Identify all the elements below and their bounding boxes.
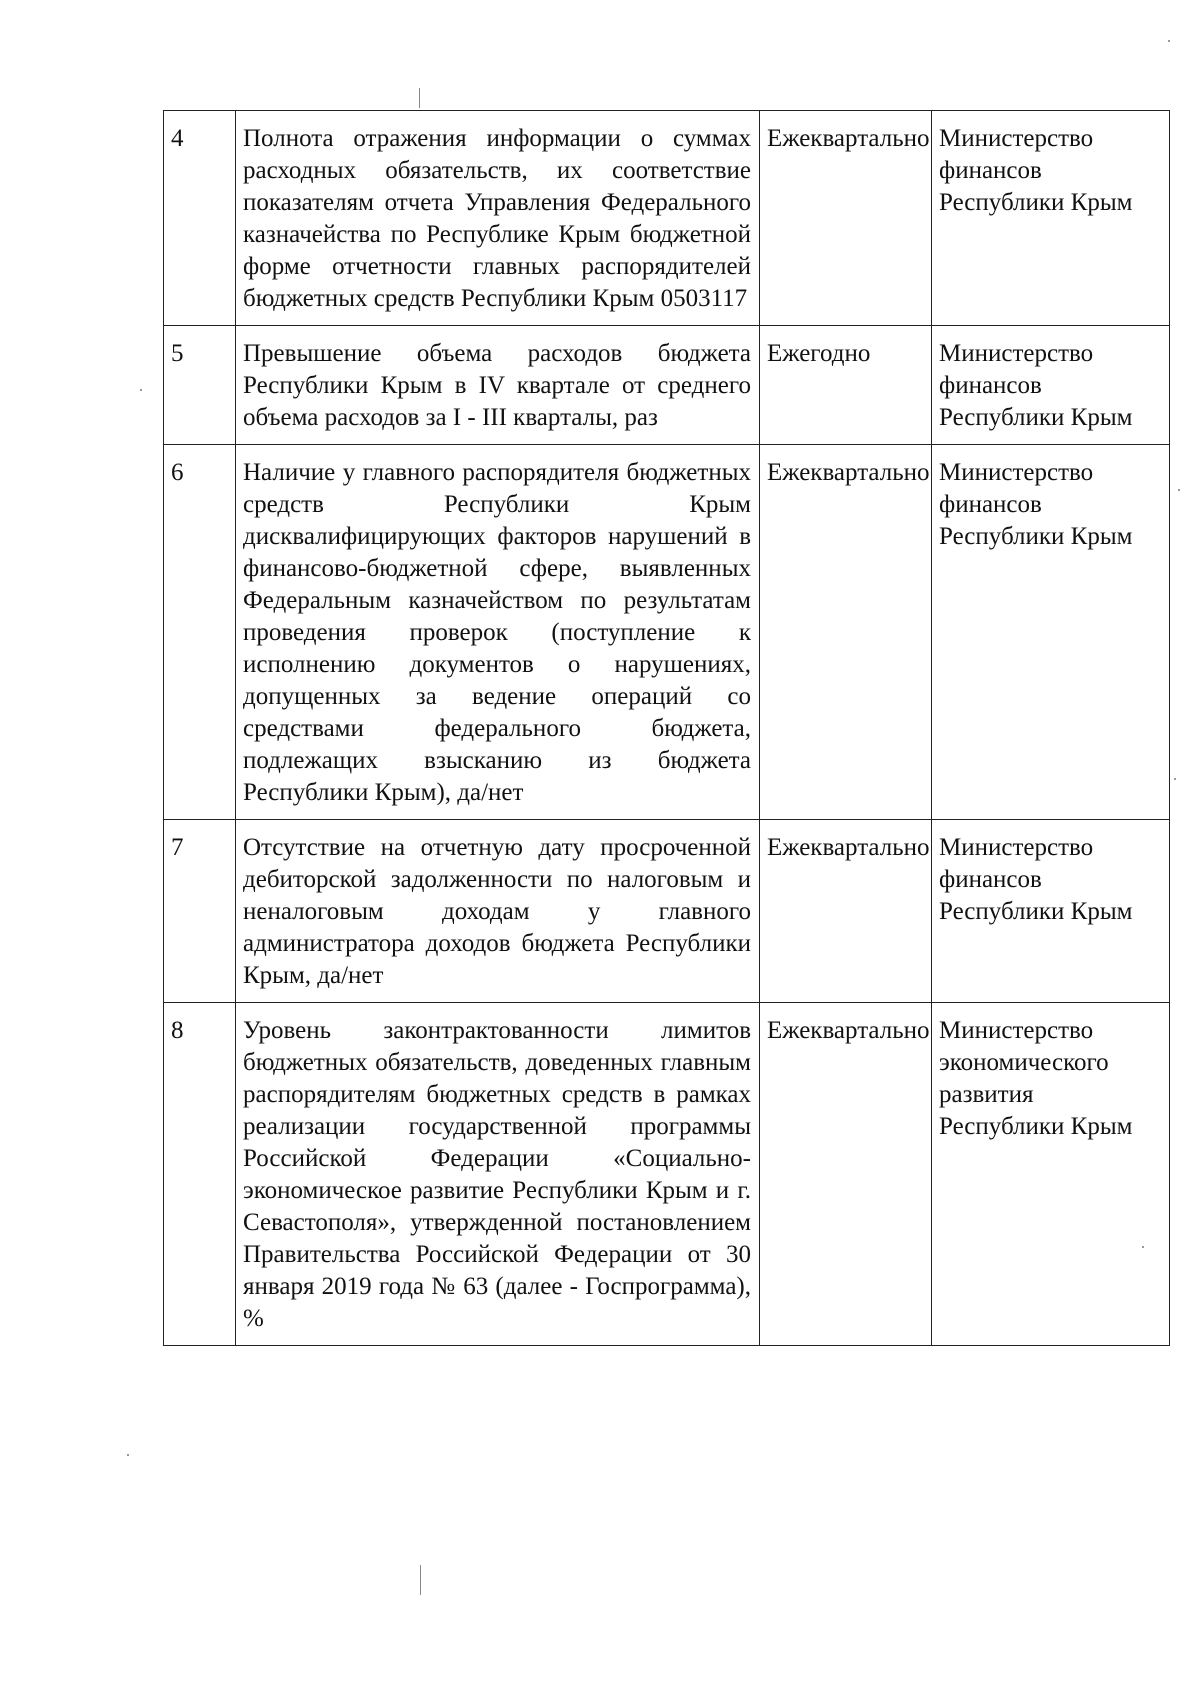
table-row [164, 111, 1170, 326]
period-cell: Ежеквартально [760, 445, 932, 820]
scan-speck [1142, 1246, 1144, 1248]
row-number: 7 [164, 820, 236, 1003]
responsible-cell: Министерство экономического развития Республики Крым [932, 1003, 1170, 1346]
period-cell: Ежеквартально [760, 1003, 932, 1346]
row-number: 4 [164, 111, 236, 326]
row-number: 5 [164, 326, 236, 445]
scan-speck [127, 1454, 129, 1456]
scan-speck [1174, 778, 1176, 780]
table-row [164, 1003, 1170, 1346]
responsible-cell: Министерство финансов Республики Крым [932, 820, 1170, 1003]
row-number: 6 [164, 445, 236, 820]
scan-speck [1178, 489, 1180, 491]
scan-speck [1168, 40, 1170, 42]
table-row [164, 820, 1170, 1003]
period-cell: Ежеквартально [760, 111, 932, 326]
scan-mark [420, 1565, 421, 1595]
indicator-text: Отсутствие на отчетную дату просроченной дебиторской задолженности по налоговым и неналоговым доходам у главного администратора доходов бюджета Республики Крым, да/нет [236, 820, 760, 1003]
indicator-text: Уровень законтрактованности лимитов бюджетных обязательств, доведенных главным распорядителям бюджетных средств в рамках реализации государственной программы Российской Федерации «Социально-экономическое развитие Республики Крым и г. Севастополя», утвержденной постановлением Правительства Российской Федерации от 30 января 2019 года № 63 (далее - Госпрограмма), % [236, 1003, 760, 1346]
table-row [164, 326, 1170, 445]
indicator-text: Превышение объема расходов бюджета Республики Крым в IV квартале от среднего объема расходов за I - III кварталы, раз [236, 326, 760, 445]
row-number: 8 [164, 1003, 236, 1346]
table-row [164, 445, 1170, 820]
responsible-cell: Министерство финансов Республики Крым [932, 445, 1170, 820]
responsible-cell: Министерство финансов Республики Крым [932, 111, 1170, 326]
scan-speck [140, 389, 142, 391]
scan-mark [419, 88, 420, 108]
period-cell: Ежеквартально [760, 820, 932, 1003]
indicators-table [163, 110, 1170, 1346]
responsible-cell: Министерство финансов Республики Крым [932, 326, 1170, 445]
period-cell: Ежегодно [760, 326, 932, 445]
indicator-text: Полнота отражения информации о суммах расходных обязательств, их соответствие показателям отчета Управления Федерального казначейства по Республике Крым бюджетной форме отчетности главных распорядителей бюджетных средств Республики Крым 0503117 [236, 111, 760, 326]
indicator-text: Наличие у главного распорядителя бюджетных средств Республики Крым дисквалифицирующих факторов нарушений в финансово-бюджетной сфере, выявленных Федеральным казначейством по результатам проведения проверок (поступление к исполнению документов о нарушениях, допущенных за ведение операций со средствами федерального бюджета, подлежащих взысканию из бюджета Республики Крым), да/нет [236, 445, 760, 820]
